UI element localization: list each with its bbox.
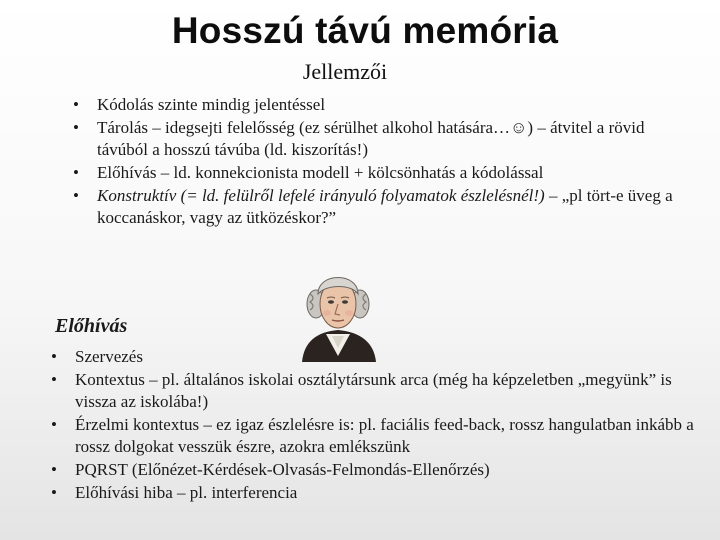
list-item-text: ) – átvitel a rövid távúból a hosszú távúba (ld. kiszorítás!) xyxy=(97,118,645,159)
bullet-icon: • xyxy=(73,95,79,114)
list-item-text: Előhívás – ld. konnekcionista modell + kölcsönhatás a kódolással xyxy=(97,163,544,182)
list-item xyxy=(51,459,715,481)
list-item xyxy=(73,117,697,161)
bullet-icon: • xyxy=(73,163,79,182)
list-item-text: Szervezés xyxy=(75,347,143,366)
list-item xyxy=(73,162,697,184)
list-item xyxy=(51,414,715,458)
list-item-text: PQRST (Előnézet-Kérdések-Olvasás-Felmondás-Ellenőrzés) xyxy=(75,460,490,479)
smiley-icon: ☺ xyxy=(510,118,528,137)
list-item xyxy=(73,185,697,229)
list-item xyxy=(73,94,697,116)
bullet-icon: • xyxy=(51,347,57,366)
list-item xyxy=(51,346,715,368)
list-item xyxy=(51,482,715,504)
characteristics-list xyxy=(73,94,697,230)
bullet-icon: • xyxy=(51,483,57,502)
list-item-text: Érzelmi kontextus – ez igaz észlelésre is: pl. faciális feed-back, rossz hangulatban inkább a rossz dolgokat vesszük észre, azokra emlékszünk xyxy=(75,415,694,456)
bullet-icon: • xyxy=(73,118,79,137)
list-item-text: Kódolás szinte mindig jelentéssel xyxy=(97,95,326,114)
retrieval-list xyxy=(51,346,715,505)
list-item-text: – „pl tört-e üveg a koccanáskor, vagy az ütközéskor?” xyxy=(97,186,673,227)
bullet-icon: • xyxy=(73,186,79,205)
list-item-italic-text: Konstruktív (= ld. felülről lefelé irányuló folyamatok észlelésnél!) xyxy=(97,186,545,205)
list-item xyxy=(51,369,715,413)
bullet-icon: • xyxy=(51,460,57,479)
list-item-text: Tárolás – idegsejti felelősség (ez sérülhet alkohol hatására… xyxy=(97,118,511,137)
slide-title: Hosszú távú memória xyxy=(171,10,559,51)
list-item-text: Kontextus – pl. általános iskolai osztálytársunk arca (még ha képzeletben „megyünk” is vissza az iskolába!) xyxy=(75,370,672,411)
slide-subtitle: Jellemzői xyxy=(302,59,388,84)
bullet-icon: • xyxy=(51,415,57,434)
list-item-text: Előhívási hiba – pl. interferencia xyxy=(75,483,298,502)
bullet-icon: • xyxy=(51,370,57,389)
section-heading: Előhívás xyxy=(55,315,128,337)
